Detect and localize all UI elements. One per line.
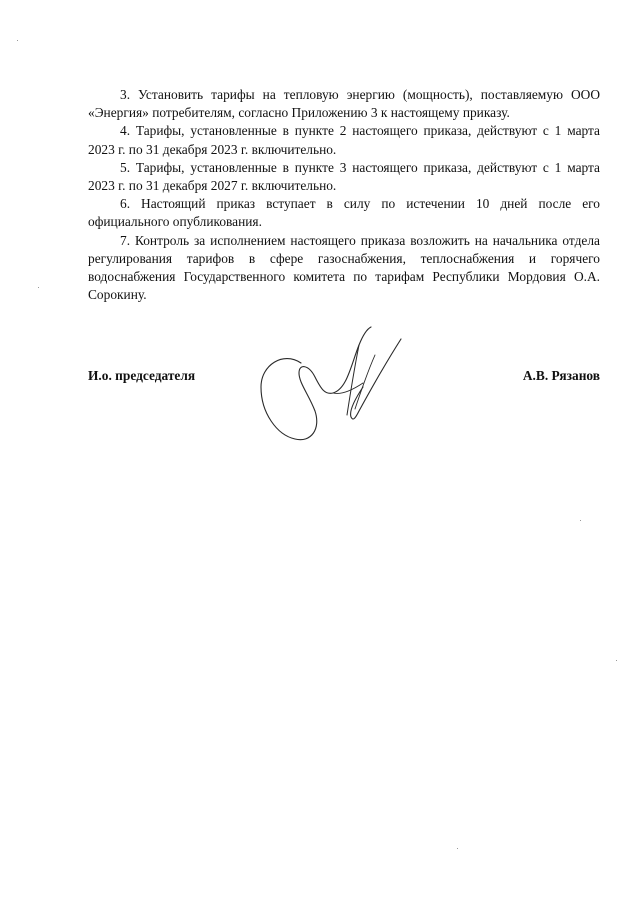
signer-name: А.В. Рязанов bbox=[522, 368, 600, 383]
scan-speck bbox=[580, 520, 581, 521]
paragraph-item-3: 3. Установить тарифы на тепловую энергию (мощность), поставляемую ООО «Энергия» потребителям, согласно Приложению 3 к настоящему приказу. bbox=[88, 87, 600, 121]
document-body bbox=[88, 86, 600, 304]
paragraph-item-7: 7. Контроль за исполнением настоящего приказа возложить на начальника отдела регулирования тарифов в сфере газоснабжения, теплоснабжения и горячего водоснабжения Государственного комитета по тарифам Республики Мордовия О.А. Сорокину. bbox=[88, 232, 600, 303]
paragraph-item-6: 6. Настоящий приказ вступает в силу по истечении 10 дней после его официального опубликования. bbox=[88, 196, 600, 230]
handwritten-signature bbox=[255, 325, 415, 455]
scan-speck bbox=[616, 660, 617, 661]
paragraph-item-4: 4. Тарифы, установленные в пункте 2 настоящего приказа, действуют с 1 марта 2023 г. по 31 декабря 2023 г. включительно. bbox=[88, 123, 600, 157]
scan-speck bbox=[17, 40, 18, 41]
scan-speck bbox=[38, 287, 39, 288]
signer-position-title: И.о. председателя bbox=[88, 368, 196, 383]
paragraph-item-5: 5. Тарифы, установленные в пункте 3 настоящего приказа, действуют с 1 марта 2023 г. по 31 декабря 2027 г. включительно. bbox=[88, 159, 600, 194]
scan-speck bbox=[457, 848, 458, 849]
